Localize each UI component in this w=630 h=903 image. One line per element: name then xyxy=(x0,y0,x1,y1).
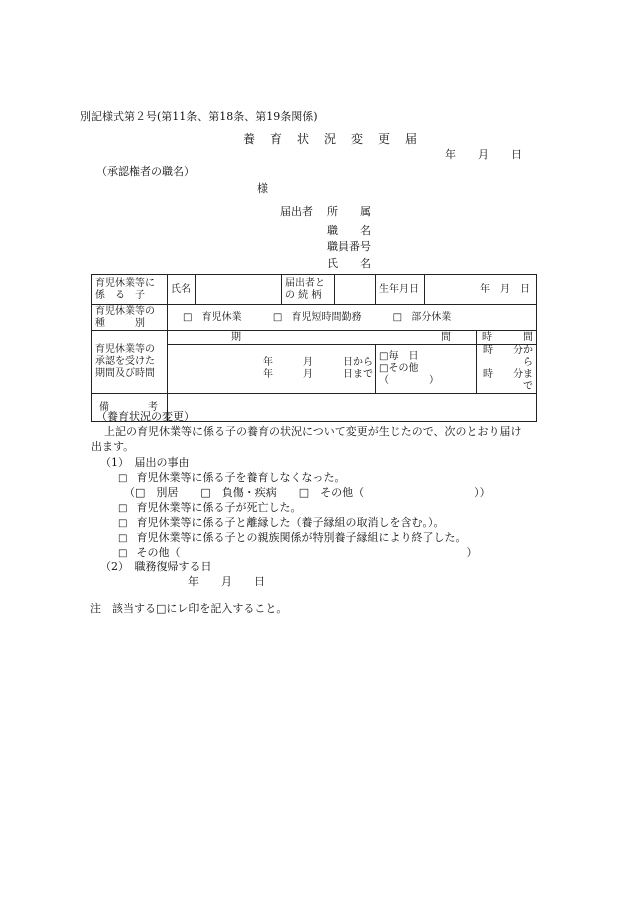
child-row xyxy=(92,275,537,305)
leave-type-label-cell xyxy=(92,305,168,331)
reason-3-checkbox[interactable]: □ xyxy=(118,518,128,529)
period-label-line3: 期間及び時間 xyxy=(95,368,155,379)
reason-4-item xyxy=(118,531,466,545)
reason-1-text: 育児休業等に係る子を養育しなくなった。 xyxy=(136,471,346,484)
option-other-frequency: その他（ ） xyxy=(379,363,439,386)
checkbox-short-hours[interactable]: □ xyxy=(272,311,283,323)
child-label-line2: 係 る 子 xyxy=(95,289,145,301)
reason-3-text: 育児休業等に係る子と離縁した（養子縁組の取消しを含む。）。 xyxy=(136,516,445,529)
period-header-char1: 期 xyxy=(231,331,241,343)
period-label-cell xyxy=(92,331,168,394)
period-dates-cell xyxy=(168,345,376,394)
period-header-row xyxy=(92,331,537,345)
time-values-cell xyxy=(477,345,537,394)
return-date[interactable]: 年 月 日 xyxy=(188,575,265,588)
reason-2-text: 育児休業等に係る子が死亡した。 xyxy=(136,501,302,514)
time-header-char1: 時 xyxy=(482,331,492,343)
honorific-sama: 様 xyxy=(257,182,268,195)
page-title: 養育状況変更届 xyxy=(243,132,433,146)
reason-4-checkbox[interactable]: □ xyxy=(118,533,128,544)
leave-type-label-line1: 育児休業等の xyxy=(95,305,155,317)
relationship-label-cell xyxy=(282,275,335,305)
option-childcare-leave: 育児休業 xyxy=(201,311,242,323)
period-label-line1: 育児休業等の xyxy=(95,344,155,355)
leave-type-label-line2: 種 別 xyxy=(95,317,145,329)
checkbox-other-frequency[interactable]: □ xyxy=(379,363,389,374)
reason-heading: （1） 届出の事由 xyxy=(100,456,190,469)
reason-2-checkbox[interactable]: □ xyxy=(118,503,128,514)
relationship-label-line2: の 続 柄 xyxy=(285,289,322,301)
leave-type-row xyxy=(92,305,537,331)
period-to-date[interactable]: 年 月 日まで xyxy=(263,369,373,380)
option-every-day: 毎 日 xyxy=(388,351,419,362)
intro-line2: 出ます。 xyxy=(91,440,135,453)
time-header-char2: 間 xyxy=(523,331,533,343)
intro-line1: 上記の育児休業等に係る子の養育の状況について変更が生じたので、次のとおり届け xyxy=(104,425,522,438)
reason-1-checkbox[interactable]: □ xyxy=(118,473,128,484)
period-from-date[interactable]: 年 月 日から xyxy=(263,357,373,368)
reason-2-item xyxy=(118,501,301,515)
child-label-cell xyxy=(92,275,168,305)
reason-5-text: その他（ ） xyxy=(136,546,478,559)
frequency-cell xyxy=(376,345,477,394)
approver-title: （承認権者の職名） xyxy=(96,165,195,178)
period-label-line2: 承認を受けた xyxy=(95,356,155,367)
staff-number-label: 職員番号 xyxy=(327,240,371,253)
relationship-field[interactable] xyxy=(335,275,376,305)
affiliation-label: 所 属 xyxy=(327,205,371,218)
submission-date: 年 月 日 xyxy=(445,148,522,161)
period-header xyxy=(168,331,477,345)
leave-type-options xyxy=(168,305,537,331)
time-to[interactable]: 時 分まで xyxy=(483,369,533,392)
reason-1-item xyxy=(118,471,345,485)
form-reference: 別記様式第２号(第11条、第18条、第19条関係) xyxy=(80,110,318,123)
position-label: 職 名 xyxy=(327,224,371,237)
checkbox-every-day[interactable]: □ xyxy=(379,351,389,362)
checkbox-partial-leave[interactable]: □ xyxy=(392,311,403,323)
child-label-line1: 育児休業等に xyxy=(95,277,155,289)
note: 注 該当する□にレ印を記入すること。 xyxy=(90,602,288,615)
remarks-label-char1: 備 xyxy=(99,401,109,413)
time-from[interactable]: 時 分から xyxy=(483,345,533,368)
reason-5-item xyxy=(118,546,477,560)
option-partial-leave: 部分休業 xyxy=(411,311,452,323)
section-title: （養育状況の変更） xyxy=(96,410,195,423)
remarks-label-char2: 考 xyxy=(148,401,158,413)
time-header xyxy=(477,331,537,345)
applicant-label: 届出者 xyxy=(280,205,313,218)
child-name-label: 氏名 xyxy=(168,275,196,305)
period-header-char2: 間 xyxy=(441,331,451,343)
name-label: 氏 名 xyxy=(327,257,371,270)
child-name-field[interactable] xyxy=(196,275,282,305)
birthdate-label: 生年月日 xyxy=(376,275,425,305)
reason-1-subitems: （□ 別居 □ 負傷・疾病 □ その他（ ）） xyxy=(124,486,491,499)
leave-info-table xyxy=(91,274,537,422)
reason-5-checkbox[interactable]: □ xyxy=(118,548,128,559)
return-heading: （2） 職務復帰する日 xyxy=(100,560,212,573)
remarks-field[interactable] xyxy=(168,394,537,422)
birthdate-field[interactable]: 年 月 日 xyxy=(425,275,537,305)
reason-3-item xyxy=(118,516,444,530)
relationship-label-line1: 届出者と xyxy=(285,277,325,289)
checkbox-childcare-leave[interactable]: □ xyxy=(183,311,193,323)
option-short-hours: 育児短時間勤務 xyxy=(291,311,362,323)
reason-4-text: 育児休業等に係る子との親族関係が特別養子縁組により終了した。 xyxy=(136,531,467,544)
